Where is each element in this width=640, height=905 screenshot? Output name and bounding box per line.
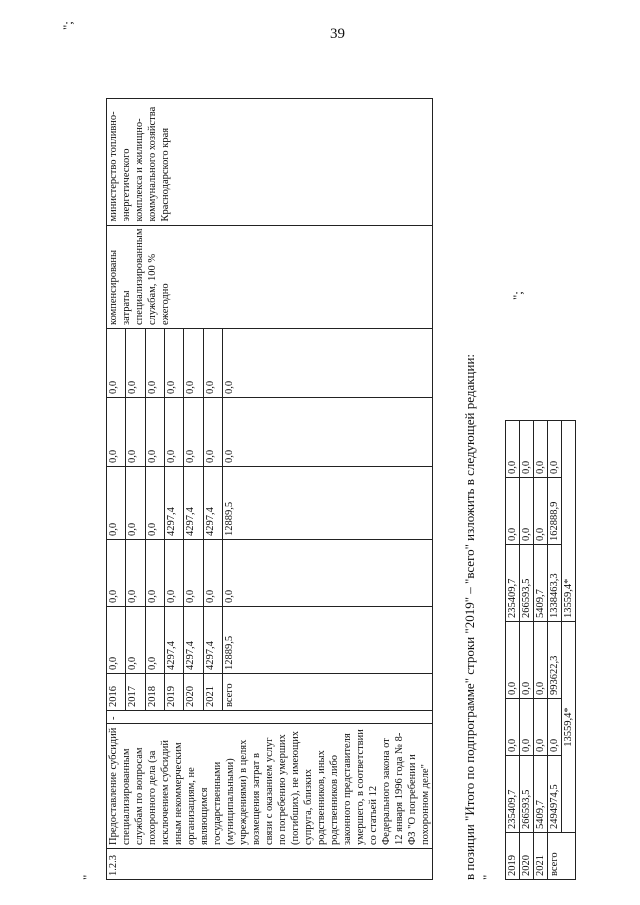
row-name: Предоставление субсидий специализированным службам по вопросам похоронного дела (за исключением субсидий иным некоммерческим организациям, не являющимся государственными (муниципальными) учреждениями) в целях возмещения затрат в связи с оказанием услуг по погребению умерших (погибших), не имеющих супруга, близких родственников, иных родственников либо законного представителя умершего, в соответствии со статьей 12 Федерального закона от 12 января 1996 года № 8-ФЗ "О погребении и похоронном деле" bbox=[107, 724, 433, 849]
table-cell: 0,0 bbox=[223, 540, 433, 607]
table-cell: 0,0 bbox=[145, 467, 164, 540]
table-cell: 4297,4 bbox=[164, 607, 183, 674]
table-cell: 4297,4 bbox=[184, 467, 203, 540]
table-cell: 0,0 bbox=[520, 699, 534, 756]
table-cell: 0,0 bbox=[126, 329, 145, 398]
table-cell: 2021 bbox=[203, 674, 222, 711]
table-cell: 0,0 bbox=[506, 478, 520, 545]
table-cell: 0,0 bbox=[107, 398, 126, 467]
table-row bbox=[534, 421, 548, 880]
row-organization: министерство топливно-энергетического комплекса и жилищно-коммунального хозяйства Краснодарского края bbox=[107, 98, 433, 225]
table-cell: 0,0 bbox=[164, 540, 183, 607]
table-cell: 0,0 bbox=[506, 699, 520, 756]
row-code: 1.2.3 bbox=[107, 849, 433, 880]
footnote-left: 13559,4* bbox=[562, 622, 576, 833]
table-cell: 0,0 bbox=[126, 398, 145, 467]
table-cell: 2017 bbox=[126, 674, 145, 711]
table-cell: 4297,4 bbox=[203, 467, 222, 540]
program-table bbox=[106, 98, 433, 880]
table-cell: 0,0 bbox=[107, 540, 126, 607]
subtotal-table bbox=[505, 420, 576, 880]
table-cell: 0,0 bbox=[203, 329, 222, 398]
table-cell: 0,0 bbox=[520, 478, 534, 545]
amendment-paragraph: в позиции "Итого по подпрограмме" строки "2019" – "всего" изложить в следующей редакции: bbox=[462, 353, 477, 880]
table-cell: всего bbox=[223, 674, 433, 711]
table-row bbox=[548, 421, 562, 880]
table-cell: 2018 bbox=[145, 674, 164, 711]
table-cell: 0,0 bbox=[145, 398, 164, 467]
table-cell: 162888,9 bbox=[548, 478, 562, 545]
table-cell: 266593,5 bbox=[520, 545, 534, 622]
table-cell: 4297,4 bbox=[184, 607, 203, 674]
table-cell: 0,0 bbox=[548, 699, 562, 756]
table-row bbox=[562, 421, 576, 880]
table-cell: 0,0 bbox=[184, 329, 203, 398]
closing-quote-top: "; bbox=[60, 21, 75, 30]
closing-quote-bottom: "; bbox=[510, 291, 525, 300]
table-cell: 993622,3 bbox=[548, 622, 562, 699]
table-cell: 0,0 bbox=[534, 622, 548, 699]
table-cell: 0,0 bbox=[534, 421, 548, 478]
table-cell: 0,0 bbox=[145, 540, 164, 607]
table-cell: 2494974,5 bbox=[548, 756, 562, 833]
table-cell: 0,0 bbox=[107, 329, 126, 398]
table-cell: 0,0 bbox=[506, 421, 520, 478]
table-cell: 2016 bbox=[107, 674, 126, 711]
table-cell: 0,0 bbox=[184, 540, 203, 607]
table-cell: 0,0 bbox=[534, 699, 548, 756]
table-cell: 12889,5 bbox=[223, 467, 433, 540]
table-cell: 0,0 bbox=[203, 398, 222, 467]
table-cell: 0,0 bbox=[126, 467, 145, 540]
table-cell: 235409,7 bbox=[506, 545, 520, 622]
table-cell: 2020 bbox=[184, 674, 203, 711]
table-cell: 2019 bbox=[506, 833, 520, 880]
table-row bbox=[520, 421, 534, 880]
table-cell: 0,0 bbox=[223, 398, 433, 467]
table-cell: 4297,4 bbox=[203, 607, 222, 674]
table-cell: 0,0 bbox=[164, 329, 183, 398]
table-cell: 266593,5 bbox=[520, 756, 534, 833]
table-cell: 12889,5 bbox=[223, 607, 433, 674]
table-cell: 2020 bbox=[520, 833, 534, 880]
table-cell: 5409,7 bbox=[534, 756, 548, 833]
table-cell: 0,0 bbox=[520, 421, 534, 478]
table-cell: 2021 bbox=[534, 833, 548, 880]
table-cell: 0,0 bbox=[548, 421, 562, 478]
table-cell: 0,0 bbox=[203, 540, 222, 607]
rotated-content bbox=[60, 0, 620, 880]
table-cell: 0,0 bbox=[107, 607, 126, 674]
row-description: компенсированы затраты специализированным службам, 100 % ежегодно bbox=[107, 225, 433, 328]
table-cell: 0,0 bbox=[107, 467, 126, 540]
table-cell: 0,0 bbox=[126, 607, 145, 674]
footnote-right: 13559,4* bbox=[562, 421, 576, 622]
table-cell: 0,0 bbox=[145, 329, 164, 398]
table-cell: 0,0 bbox=[506, 622, 520, 699]
table-cell: 0,0 bbox=[223, 329, 433, 398]
table-cell: 0,0 bbox=[534, 478, 548, 545]
row-dash: - bbox=[107, 711, 433, 724]
table-cell: 235409,7 bbox=[506, 756, 520, 833]
table-cell: 0,0 bbox=[520, 622, 534, 699]
table-row bbox=[506, 421, 520, 880]
table-cell: 0,0 bbox=[184, 398, 203, 467]
table-cell: 2019 bbox=[164, 674, 183, 711]
table-cell: 0,0 bbox=[145, 607, 164, 674]
quote-before-table: " bbox=[480, 874, 495, 880]
opening-quote: " bbox=[80, 874, 95, 880]
table-cell: 5409,7 bbox=[534, 545, 548, 622]
table-cell: 0,0 bbox=[164, 398, 183, 467]
table-cell: всего bbox=[548, 833, 576, 880]
table-cell: 0,0 bbox=[126, 540, 145, 607]
table-cell: 4297,4 bbox=[164, 467, 183, 540]
table-cell: 1338463,3 bbox=[548, 545, 562, 622]
page-number: 39 bbox=[330, 26, 345, 42]
